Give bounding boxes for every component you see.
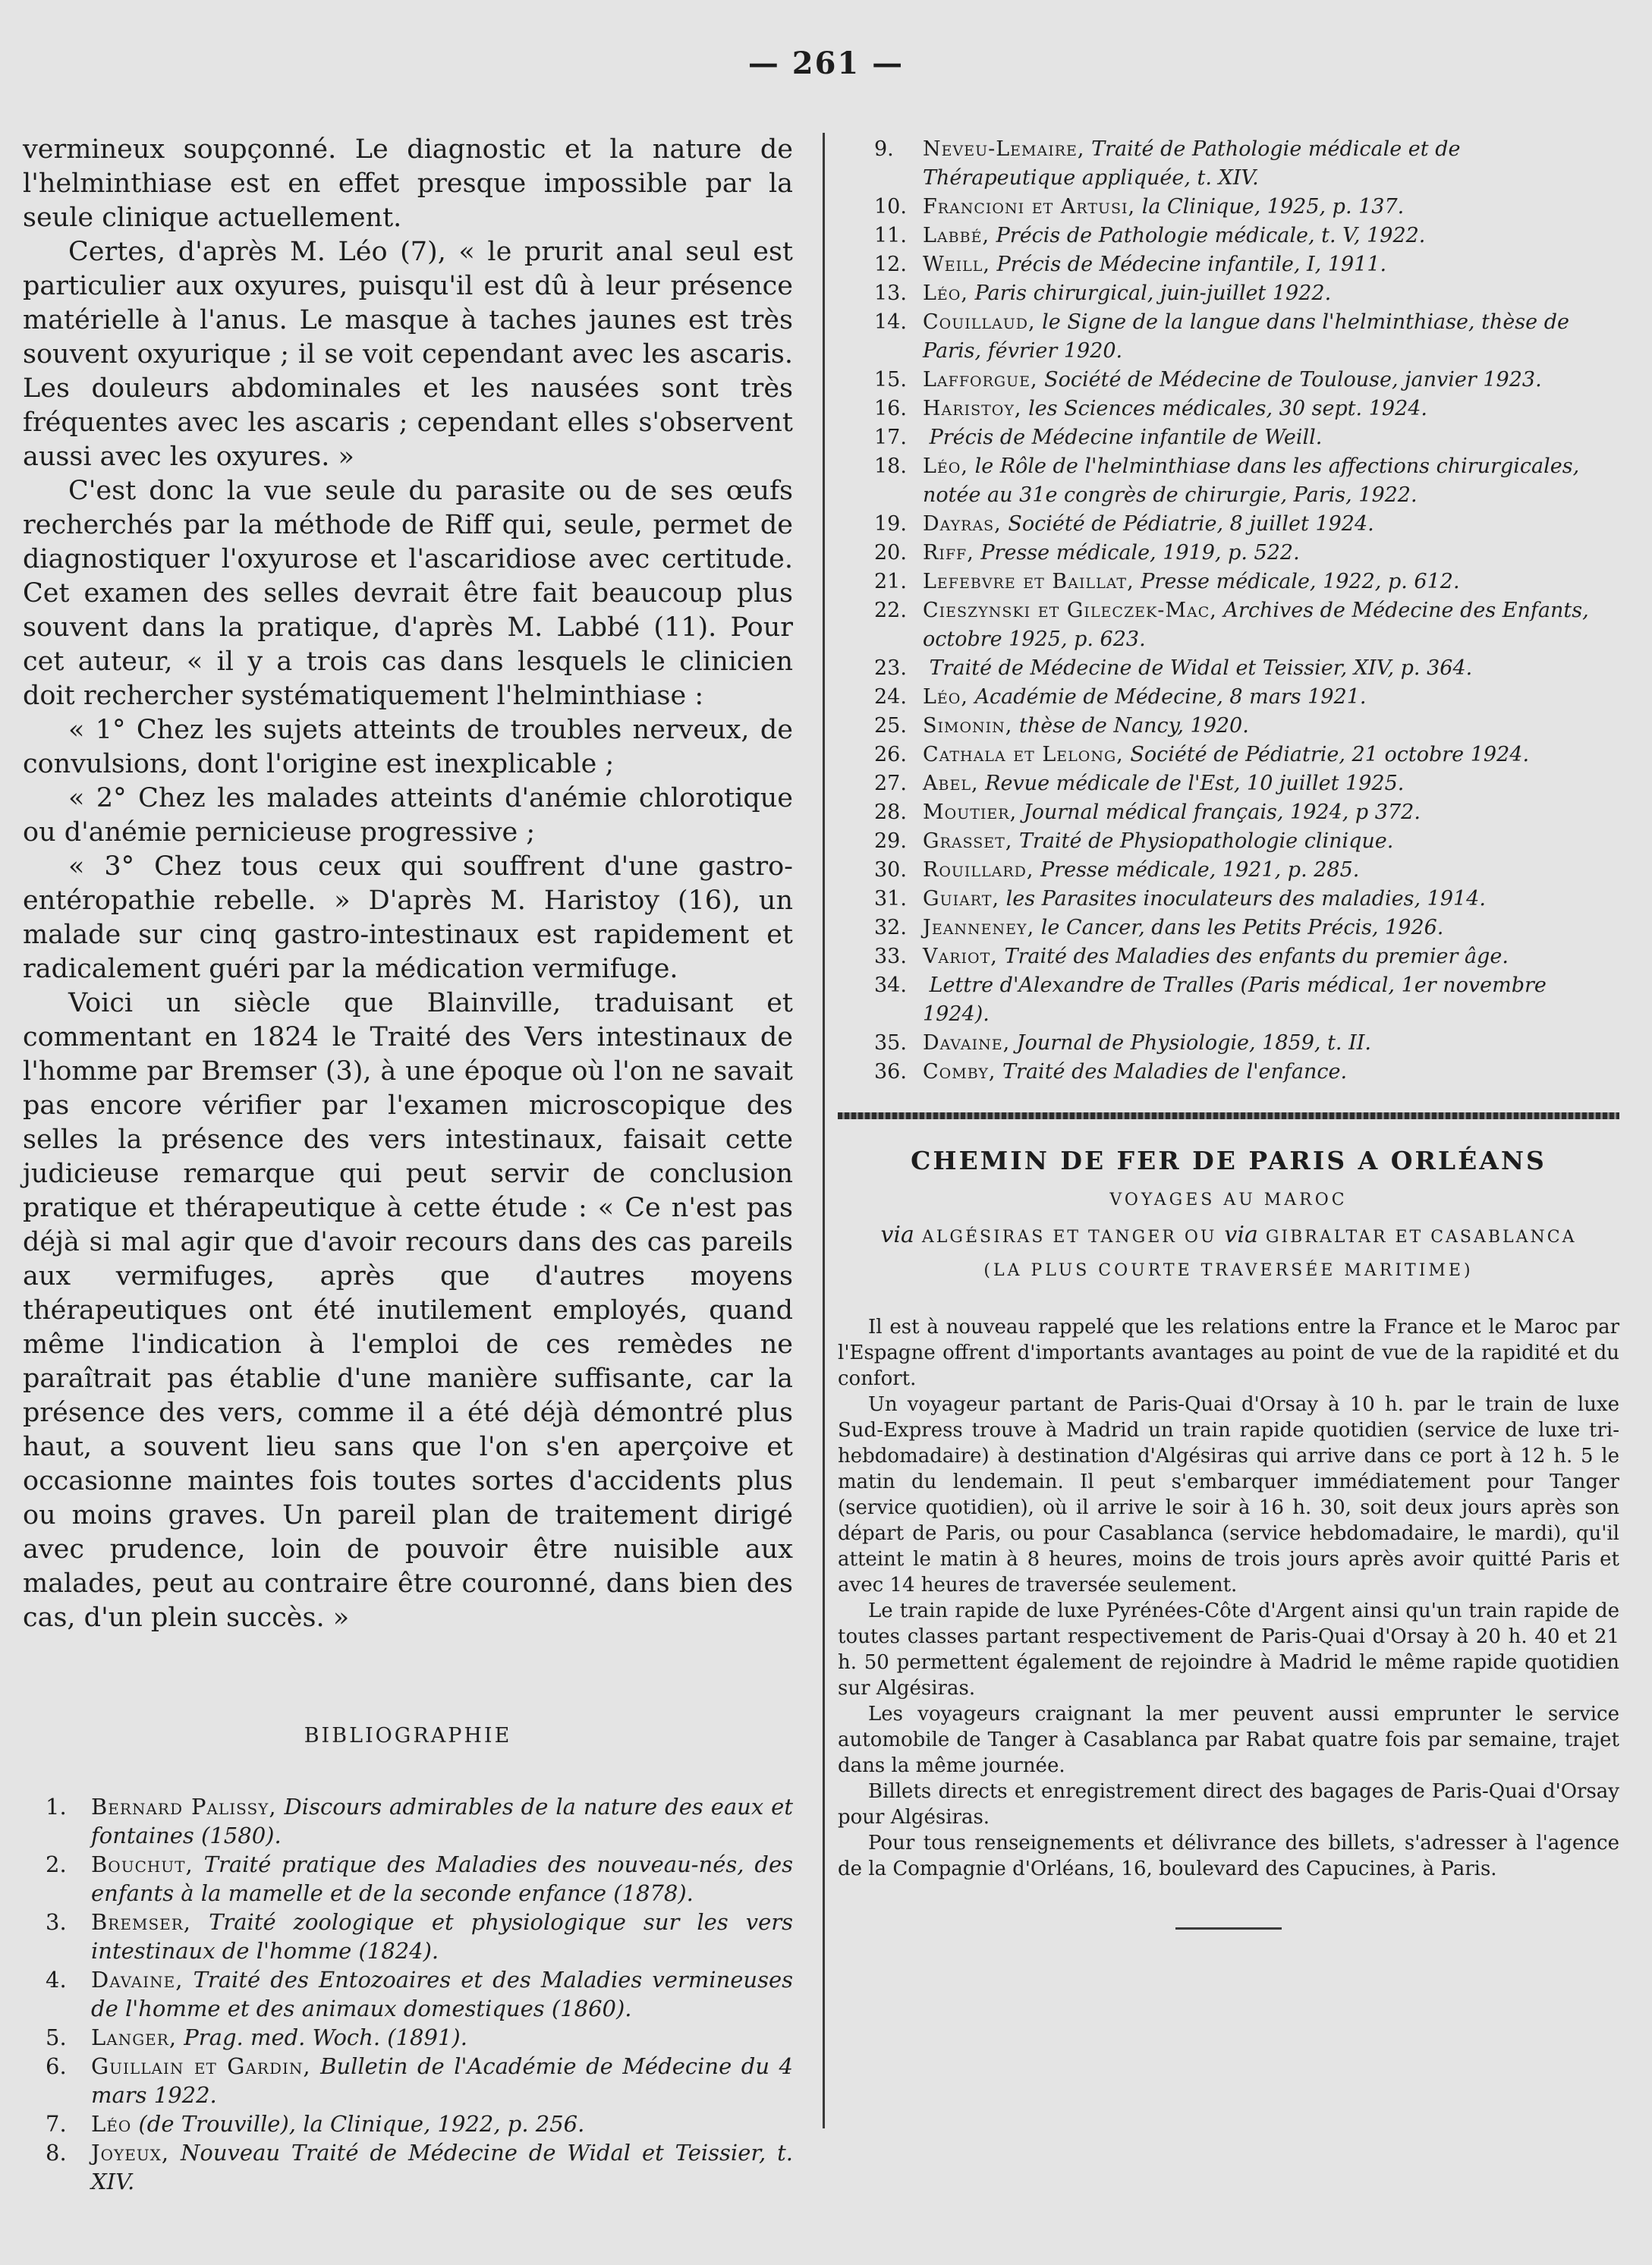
railway-notice: [838, 1147, 1619, 1930]
closing-rule: [1175, 1927, 1282, 1930]
bibliography-entry: [838, 193, 1619, 222]
entry-title: Journal de Physiologie, 1859, t. II.: [1016, 1031, 1372, 1055]
paragraph: « 3° Chez tous ceux qui souffrent d'une gastro-entéropathie rebelle. » D'après M. Haristoy (16), un malade sur cinq gastro-intestinaux est rapidement et radicalement guéri par la médication vermifuge.: [23, 851, 793, 984]
entry-author: Cieszynski et Gileczek-Mac,: [923, 599, 1217, 622]
entry-title: Bulletin de l'Académie de Médecine du 4 mars 1922.: [91, 2053, 793, 2108]
entry-author: Francioni et Artusi,: [923, 195, 1136, 219]
entry-author: Léo,: [923, 455, 968, 478]
entry-title: Société de Pédiatrie, 8 juillet 1924.: [1008, 512, 1374, 536]
bibliography-entry: [838, 712, 1619, 741]
entry-number: 36.: [874, 1060, 907, 1084]
entry-number: 29.: [874, 829, 907, 853]
entry-title: Précis de Pathologie médicale, t. V, 1922.: [996, 224, 1426, 247]
entry-number: 23.: [874, 656, 907, 680]
paragraph: C'est donc la vue seule du parasite ou de ses œufs recherchés par la méthode de Riff qui, seule, permet de diagnostiquer l'oxyurose et l'ascaridiose avec certitude. Cet examen des selles devrait être fait beaucoup plus souvent dans la pratique, d'après M. Labbé (11). Pour cet auteur, « il y a trois cas dans lesquels le clinicien doit rechercher systématiquement l'helminthiase :: [23, 476, 793, 711]
notice-paragraph: Les voyageurs craignant la mer peuvent aussi emprunter le service automobile de Tanger à Casablanca par Rabat quatre fois par semaine, trajet dans la même journée.: [838, 1703, 1619, 1777]
entry-author: Neveu-Lemaire,: [923, 137, 1085, 161]
bibliography-entry: [838, 423, 1619, 452]
bibliography-entry: [838, 568, 1619, 596]
entry-number: 19.: [874, 512, 907, 536]
entry-number: 33.: [874, 945, 907, 968]
entry-number: 13.: [874, 282, 907, 305]
bibliography-entry: [838, 798, 1619, 827]
entry-number: 2.: [46, 1851, 67, 1877]
entry-title: Discours admirables de la nature des eaux et fontaines (1580).: [91, 1794, 793, 1848]
entry-number: 28.: [874, 801, 907, 824]
entry-title: Prag. med. Woch. (1891).: [184, 2024, 467, 2050]
bibliography-entry: [838, 856, 1619, 885]
entry-author: Joyeux,: [91, 2140, 170, 2166]
page-number: — 261 —: [747, 46, 905, 81]
entry-number: 32.: [874, 916, 907, 939]
entry-author: Grasset,: [923, 829, 1013, 853]
bibliography-entry: [23, 1965, 793, 2023]
entry-author: Simonin,: [923, 714, 1013, 738]
bibliography-entry: [838, 222, 1619, 250]
bibliography-entry: [838, 308, 1619, 366]
entry-number: 11.: [874, 224, 907, 247]
entry-number: 35.: [874, 1031, 907, 1055]
notice-paragraph: Billets directs et enregistrement direct des bagages de Paris-Quai d'Orsay pour Algésiras.: [838, 1780, 1619, 1829]
entry-author: Weill,: [923, 253, 990, 276]
entry-number: 30.: [874, 858, 907, 882]
entry-author: Léo: [91, 2111, 132, 2137]
entry-author: Jeanneney,: [923, 916, 1035, 939]
entry-author: Lefebvre et Baillat,: [923, 570, 1134, 593]
bibliography-entry: [838, 827, 1619, 856]
entry-author: Lafforgue,: [923, 368, 1038, 392]
entry-number: 22.: [874, 599, 907, 622]
bibliography-entry: [838, 683, 1619, 712]
bibliography-entry: [23, 1850, 793, 1908]
entry-author: Haristoy,: [923, 397, 1022, 420]
entry-number: 1.: [46, 1794, 67, 1820]
bibliography-list: [23, 1792, 793, 2196]
entry-title: Traité pratique des Maladies des nouveau-nés, des enfants à la mamelle et de la seconde enfance (1878).: [91, 1851, 794, 1906]
entry-number: 4.: [46, 1967, 67, 1993]
entry-number: 15.: [874, 368, 907, 392]
bibliography-entry: [23, 1792, 793, 1850]
column-divider: [823, 133, 825, 2128]
bibliography-entry: [23, 2052, 793, 2109]
entry-author: Langer,: [91, 2024, 178, 2050]
entry-author: Bremser,: [91, 1909, 192, 1935]
entry-title: Traité zoologique et physiologique sur les vers intestinaux de l'homme (1824).: [91, 1909, 794, 1964]
entry-title: Traité des Maladies des enfants du premier âge.: [1004, 945, 1509, 968]
entry-title: Presse médicale, 1919, p. 522.: [980, 541, 1300, 565]
notice-subtitle: VOYAGES AU MAROC: [1109, 1191, 1348, 1210]
bibliography-entry: [23, 2138, 793, 2196]
entry-author: Guiart,: [923, 887, 1000, 911]
via-label: via: [1224, 1222, 1258, 1248]
entry-author: Rouillard,: [923, 858, 1034, 882]
bibliography-entry: [838, 510, 1619, 539]
left-column: [23, 133, 793, 2196]
entry-number: 7.: [46, 2111, 67, 2137]
notice-paragraph: Un voyageur partant de Paris-Quai d'Orsay à 10 h. par le train de luxe Sud-Express trouve à Madrid un train rapide quotidien (service de luxe tri-hebdomadaire) à destination d'Algésiras qui arrive dans ce port à 12 h. 5 le matin du lendemain. Il peut s'embarquer immédiatement pour Tanger (service quotidien), où il arrive le soir à 16 h. 30, soit deux jours après son départ de Paris, ou pour Casablanca (service hebdomadaire, le mardi), qu'il atteint le matin à 8 heures, moins de trois jours après avoir quitté Paris et avec 14 heures de traversée seulement.: [838, 1393, 1619, 1597]
notice-paragraph: Le train rapide de luxe Pyrénées-Côte d'Argent ainsi qu'un train rapide de toutes classes partant respectivement de Paris-Quai d'Orsay à 20 h. 40 et 21 h. 50 permettent également de rejoindre à Madrid le même rapide quotidien sur Algésiras.: [838, 1600, 1619, 1700]
entry-title: Lettre d'Alexandre de Tralles (Paris médical, 1er novembre 1924).: [923, 974, 1547, 1026]
entry-title: Traité de Pathologie médicale et de Thérapeutique appliquée, t. XIV.: [923, 137, 1461, 190]
entry-author: Guillain et Gardin,: [91, 2053, 311, 2079]
entry-author: Léo,: [923, 685, 968, 709]
section-divider: [838, 1112, 1619, 1119]
entry-title: les Parasites inoculateurs des maladies, 1914.: [1005, 887, 1486, 911]
entry-title: Précis de Médecine infantile, I, 1911.: [996, 253, 1387, 276]
entry-author: Riff,: [923, 541, 974, 565]
bibliography-entry: [838, 769, 1619, 798]
entry-title: le Signe de la langue dans l'helminthiase, thèse de Paris, février 1920.: [923, 310, 1569, 363]
entry-number: 10.: [874, 195, 907, 219]
entry-author: Abel,: [923, 772, 979, 795]
entry-number: 31.: [874, 887, 907, 911]
entry-author: Léo,: [923, 282, 968, 305]
entry-author: Bouchut,: [91, 1851, 194, 1877]
paragraph: Certes, d'après M. Léo (7), « le prurit anal seul est particulier aux oxyures, puisqu'il est dû à leur présence matérielle à l'anus. Le masque à taches jaunes est très souvent oxyurique ; il se voit cependant avec les ascaris. Les douleurs abdominales et les nausées sont très fréquentes avec les ascaris ; cependant elles s'observent aussi avec les oxyures. »: [23, 237, 793, 472]
bibliography-entry: [838, 942, 1619, 971]
entry-title: Traité de Médecine de Widal et Teissier, XIV, p. 364.: [929, 656, 1473, 680]
entry-title: Traité des Maladies de l'enfance.: [1002, 1060, 1348, 1084]
entry-number: 21.: [874, 570, 907, 593]
notice-title: CHEMIN DE FER DE PARIS A ORLÉANS: [911, 1146, 1547, 1175]
entry-title: (de Trouville), la Clinique, 1922, p. 256.: [138, 2111, 585, 2137]
notice-body: [838, 1314, 1619, 1882]
notice-paragraph: Pour tous renseignements et délivrance des billets, s'adresser à l'agence de la Compagnie d'Orléans, 16, boulevard des Capucines, à Paris.: [838, 1832, 1619, 1880]
bibliography-title: BIBLIOGRAPHIE: [304, 1724, 512, 1748]
entry-title: thèse de Nancy, 1920.: [1018, 714, 1249, 738]
bibliography-entry: [838, 539, 1619, 568]
entry-number: 9.: [874, 137, 894, 161]
bibliography-entry: [838, 135, 1619, 193]
bibliography-entry: [23, 1908, 793, 1965]
route-two: GIBRALTAR ET CASABLANCA: [1265, 1228, 1577, 1247]
entry-title: le Cancer, dans les Petits Précis, 1926.: [1040, 916, 1444, 939]
right-column: [838, 135, 1619, 1930]
bibliography-entry: [838, 914, 1619, 942]
entry-author: Davaine,: [923, 1031, 1011, 1055]
entry-author: Dayras,: [923, 512, 1002, 536]
bibliography-entry: [838, 654, 1619, 683]
entry-number: 25.: [874, 714, 907, 738]
paragraph: « 2° Chez les malades atteints d'anémie chlorotique ou d'anémie pernicieuse progressive ;: [23, 783, 793, 848]
paragraph: « 1° Chez les sujets atteints de troubles nerveux, de convulsions, dont l'origine est inexplicable ;: [23, 715, 793, 779]
entry-author: Variot,: [923, 945, 998, 968]
entry-author: Moutier,: [923, 801, 1018, 824]
bibliography-entry: [838, 452, 1619, 510]
via-label: via: [880, 1222, 914, 1248]
entry-number: 6.: [46, 2053, 67, 2079]
entry-number: 3.: [46, 1909, 67, 1935]
entry-title: Archives de Médecine des Enfants, octobre 1925, p. 623.: [923, 599, 1589, 651]
entry-number: 34.: [874, 974, 907, 997]
bibliography-entry: [838, 1029, 1619, 1058]
entry-author: Cathala et Lelong,: [923, 743, 1124, 766]
entry-title: Société de Pédiatrie, 21 octobre 1924.: [1130, 743, 1530, 766]
entry-title: Traité des Entozoaires et des Maladies vermineuses de l'homme et des animaux domestiques (1860).: [91, 1967, 794, 2021]
entry-title: Presse médicale, 1922, p. 612.: [1141, 570, 1460, 593]
entry-title: Presse médicale, 1921, p. 285.: [1040, 858, 1360, 882]
entry-number: 17.: [874, 426, 907, 449]
bibliography-entry: [23, 2109, 793, 2138]
bibliography-entry: [838, 366, 1619, 395]
bibliography-entry: [838, 596, 1619, 654]
paragraph: Voici un siècle que Blainville, traduisant et commentant en 1824 le Traité des Vers intestinaux de l'homme par Bremser (3), à une époque où l'on ne savait pas encore vérifier par l'examen microscopique des selles la présence des vers intestinaux, faisait cette judicieuse remarque qui peut servir de conclusion pratique et thérapeutique à cette étude : « Ce n'est pas déjà si mal agir que d'avoir recours dans des cas pareils aux vermifuges, après que d'autres moyens thérapeutiques ont été inutilement employés, quand même l'indication à l'emploi de ces remèdes ne paraîtrait pas établie d'une manière suffisante, car la présence des vers, comme il a été déjà démontré plus haut, a souvent lieu sans que l'on s'en aperçoive et occasionne maintes fois toutes sortes d'accidents plus ou moins graves. Un pareil plan de traitement dirigé avec prudence, loin de pouvoir être nuisible aux malades, peut au contraire être couronné, dans bien des cas, d'un plein succès. »: [23, 988, 793, 1633]
bibliography-entry: [838, 1058, 1619, 1087]
entry-number: 20.: [874, 541, 907, 565]
notice-paragraph: Il est à nouveau rappelé que les relations entre la France et le Maroc par l'Espagne offrent d'importants avantages au point de vue de la rapidité et du confort.: [838, 1316, 1619, 1390]
bibliography-entry: [838, 395, 1619, 423]
entry-number: 16.: [874, 397, 907, 420]
entry-title: le Rôle de l'helminthiase dans les affections chirurgicales, notée au 31e congrès de chirurgie, Paris, 1922.: [923, 455, 1580, 507]
entry-title: Société de Médecine de Toulouse, janvier 1923.: [1044, 368, 1542, 392]
route-one: ALGÉSIRAS ET TANGER OU: [921, 1228, 1217, 1247]
notice-tagline: (LA PLUS COURTE TRAVERSÉE MARITIME): [983, 1261, 1474, 1280]
entry-number: 8.: [46, 2140, 67, 2166]
entry-title: la Clinique, 1925, p. 137.: [1141, 195, 1405, 219]
entry-title: Nouveau Traité de Médecine de Widal et Teissier, t. XIV.: [91, 2140, 793, 2194]
paragraph: vermineux soupçonné. Le diagnostic et la nature de l'helminthiase est en effet presque impossible par la seule clinique actuellement.: [23, 134, 793, 233]
bibliography-entry: [23, 2023, 793, 2052]
entry-number: 24.: [874, 685, 907, 709]
notice-route: [838, 1221, 1619, 1252]
entry-author: Couillaud,: [923, 310, 1036, 334]
entry-title: Précis de Médecine infantile de Weill.: [929, 426, 1323, 449]
bibliography-entry: [838, 971, 1619, 1029]
bibliography-entry: [838, 885, 1619, 914]
bibliography-list-continued: [838, 135, 1619, 1087]
entry-title: Journal médical français, 1924, p 372.: [1023, 801, 1421, 824]
bibliography-entry: [838, 741, 1619, 769]
entry-title: les Sciences médicales, 30 sept. 1924.: [1028, 397, 1428, 420]
entry-author: Davaine,: [91, 1967, 184, 1993]
entry-number: 14.: [874, 310, 907, 334]
entry-title: Académie de Médecine, 8 mars 1921.: [974, 685, 1367, 709]
entry-author: Comby,: [923, 1060, 996, 1084]
bibliography-entry: [838, 250, 1619, 279]
entry-number: 5.: [46, 2024, 67, 2050]
entry-author: Labbé,: [923, 224, 990, 247]
entry-number: 27.: [874, 772, 907, 795]
entry-title: Traité de Physiopathologie clinique.: [1019, 829, 1394, 853]
entry-number: 12.: [874, 253, 907, 276]
entry-number: 26.: [874, 743, 907, 766]
entry-author: Bernard Palissy,: [91, 1794, 277, 1820]
bibliography-entry: [838, 279, 1619, 308]
entry-title: Paris chirurgical, juin-juillet 1922.: [974, 282, 1332, 305]
entry-number: 18.: [874, 455, 907, 478]
entry-title: Revue médicale de l'Est, 10 juillet 1925.: [985, 772, 1405, 795]
